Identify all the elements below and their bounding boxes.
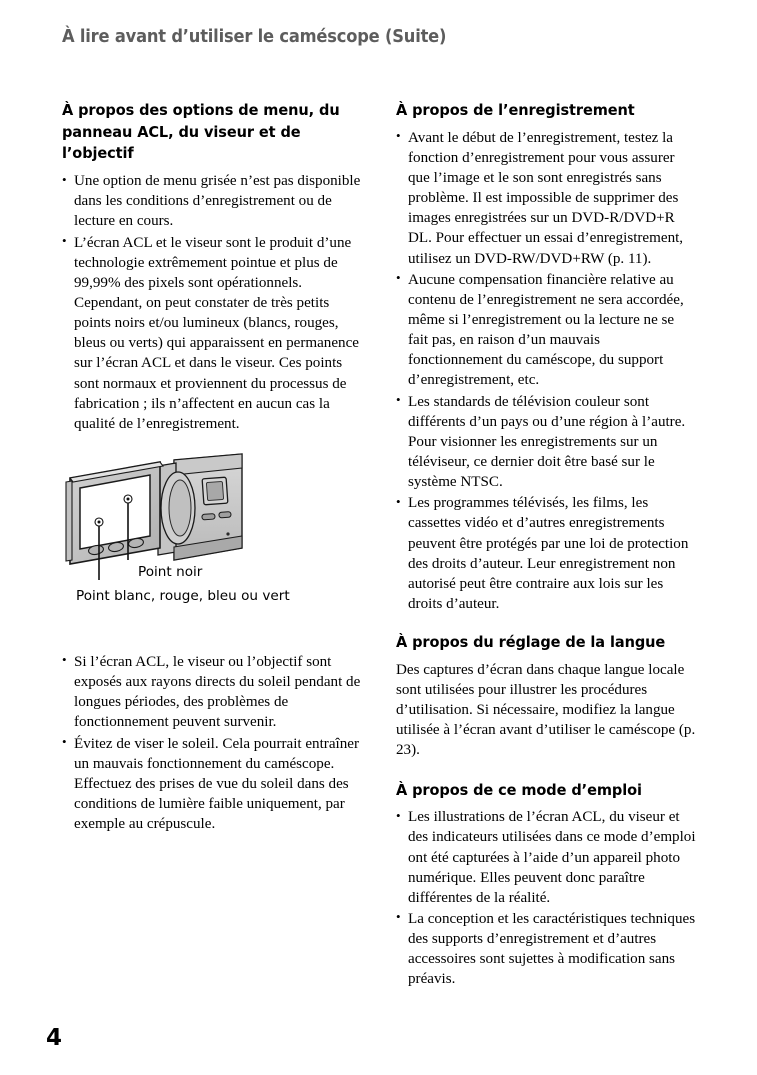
- list-item: • Si l’écran ACL, le viseur ou l’objectif sont exposés aux rayons directs du soleil pendant de longues périodes, des problèmes de fonctionnement peuvent survenir.: [62, 652, 362, 733]
- lcd-panel: [66, 462, 163, 564]
- list-item: • Les illustrations de l’écran ACL, du viseur et des indicateurs utilisées dans ce mode d’emploi ont été capturées à l’aide d’un appareil photo numérique. Elles peuvent donc paraître différentes de la réalité.: [396, 807, 696, 908]
- paragraph-language-setting: Des captures d’écran dans chaque langue locale sont utilisées pour illustrer les procédures d’utilisation. Si nécessaire, modifiez la langue utilisée à l’écran avant d’utiliser le caméscope (p. 23).: [396, 661, 696, 759]
- right-column: [396, 100, 696, 991]
- figure-camcorder-lcd: [62, 452, 362, 642]
- list-item: • Aucune compensation financière relative au contenu de l’enregistrement ne sera accordée, même si l’enregistrement ou la lecture ne se fait pas, en raison d’un mauvais fonctionnement du caméscope, du support d’enregistrement, etc.: [396, 270, 696, 391]
- running-header-title: À lire avant d’utiliser le caméscope (Suite): [62, 27, 447, 47]
- list-item: • Une option de menu grisée n’est pas disponible dans les conditions d’enregistrement ou de lecture en cours.: [62, 171, 362, 231]
- list-item: • La conception et les caractéristiques techniques des supports d’enregistrement et d’autres accessoires sont sujettes à modification sans préavis.: [396, 909, 696, 990]
- figure-label-black-dot: Point noir: [138, 563, 203, 580]
- two-column-body: [62, 100, 712, 1000]
- list-item: • L’écran ACL et le viseur sont le produit d’une technologie extrêmement pointue et plus de 99,99% des pixels sont opérationnels. Cependant, on peut constater de très petits points noirs et/ou lumineux (blancs, rouges, bleus ou verts) qui apparaissent en permanence sur l’écran ACL et dans le viseur. Ces points sont normaux et proviennent du processus de fabrication ; ils n’affectent en aucun cas la qualité de l’enregistrement.: [62, 233, 362, 434]
- list-recording-notes: [396, 128, 696, 614]
- list-sunlight-warnings: [62, 652, 362, 834]
- heading-menu-options: À propos des options de menu, du panneau ACL, du viseur et de l’objectif: [62, 101, 340, 163]
- list-item: • Les standards de télévision couleur sont différents d’un pays ou d’une région à l’autre. Pour visionner les enregistrements sur un téléviseur, ce dernier doit être basé sur le système NTSC.: [396, 392, 696, 493]
- left-column: [62, 100, 362, 835]
- list-item: • Les programmes télévisés, les films, les cassettes vidéo et d’autres enregistrements peuvent être protégés par une loi de protection des droits d’auteur. Leur enregistrement non autorisé peut être contraire aux lois sur les droits d’auteur.: [396, 493, 696, 614]
- figure-label-colored-dot: Point blanc, rouge, bleu ou vert: [76, 587, 290, 604]
- heading-language-setting: À propos du réglage de la langue: [396, 633, 666, 652]
- heading-about-manual: À propos de ce mode d’emploi: [396, 780, 642, 799]
- list-item: • Évitez de viser le soleil. Cela pourrait entraîner un mauvais fonctionnement du caméscope. Effectuez des prises de vue du soleil dans des conditions de lumière faible uniquement, par exemple au crépuscule.: [62, 734, 362, 835]
- heading-recording: À propos de l’enregistrement: [396, 101, 635, 119]
- list-manual-notes: [396, 807, 696, 989]
- section-spacer: [396, 763, 696, 780]
- section-spacer: [396, 615, 696, 632]
- list-menu-options: [62, 171, 362, 434]
- page-number: 4: [46, 1025, 63, 1051]
- camcorder-illustration: [62, 452, 362, 582]
- list-item: • Avant le début de l’enregistrement, testez la fonction d’enregistrement pour vous assurer que l’image et le son sont enregistrés sans problème. Il est impossible de supprimer des images enregistrées sur un DVD-R/DVD+R DL. Pour effectuer un essai d’enregistrement, utilisez un DVD-RW/DVD+RW (p. 11).: [396, 128, 696, 269]
- camcorder-body: [158, 454, 242, 560]
